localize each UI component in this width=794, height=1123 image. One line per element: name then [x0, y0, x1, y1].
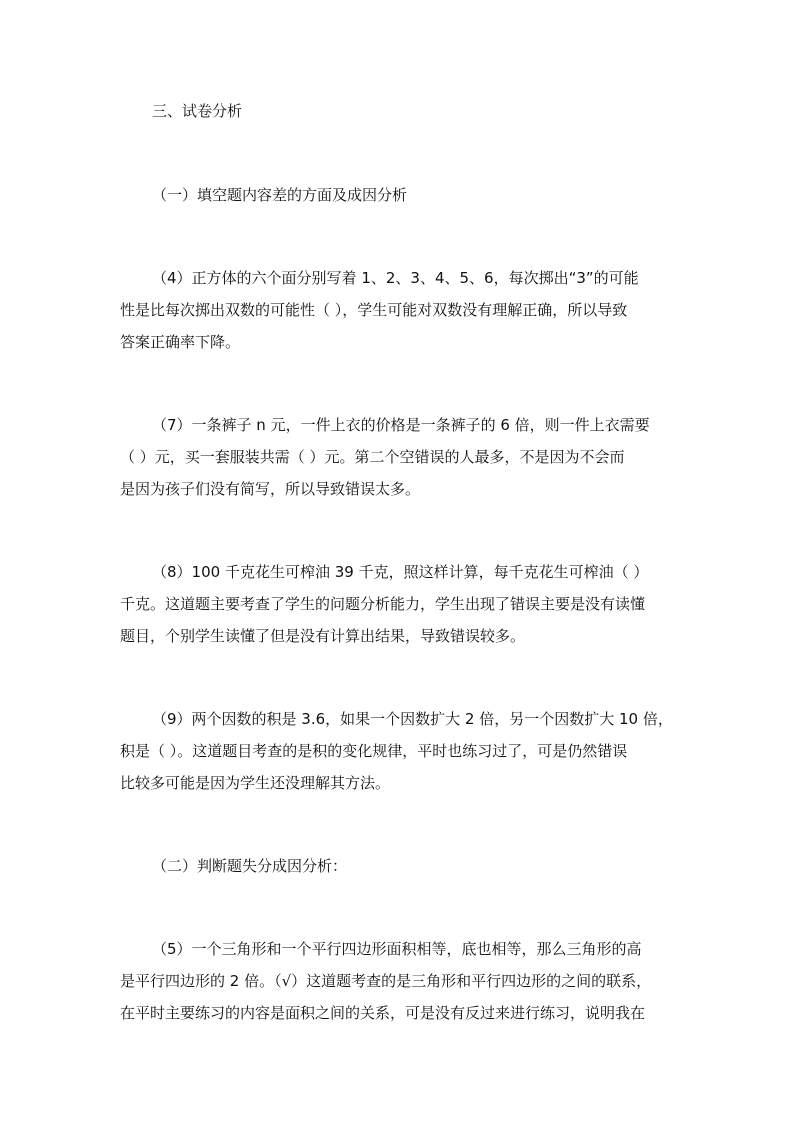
question-4-line-2: 性是比每次掷出双数的可能性（ ），学生可能对双数没有理解正确，所以导致 [120, 301, 628, 319]
question-5-line-3: 在平时主要练习的内容是面积之间的关系，可是没有反过来进行练习，说明我在 [120, 1004, 646, 1022]
question-5-line-1: （5）一个三角形和一个平行四边形面积相等，底也相等，那么三角形的高 [152, 940, 642, 958]
question-9-line-2: 积是（ ）。这道题目考查的是积的变化规律，平时也练习过了，可是仍然错误 [120, 742, 628, 760]
section-heading: 三、试卷分析 [152, 102, 243, 120]
question-9-line-1: （9）两个因数的积是 3.6，如果一个因数扩大 2 倍，另一个因数扩大 10 倍， [152, 710, 673, 728]
question-9-line-3: 比较多可能是因为学生还没理解其方法。 [120, 774, 391, 792]
subsection-true-false-heading: （二）判断题失分成因分析： [152, 857, 348, 875]
question-5-line-2: 是平行四边形的 2 倍。（√）这道题考查的是三角形和平行四边形的之间的联系， [120, 972, 652, 990]
question-8-line-1: （8）100 千克花生可榨油 39 千克，照这样计算，每千克花生可榨油（ ） [152, 563, 649, 581]
question-7-line-3: 是因为孩子们没有简写，所以导致错误太多。 [120, 480, 421, 498]
question-7-line-2: （ ）元，买一套服装共需（ ）元。第二个空错误的人最多，不是因为不会而 [120, 448, 625, 466]
question-8-line-3: 题目，个别学生读懂了但是没有计算出结果，导致错误较多。 [120, 627, 526, 645]
question-8-line-2: 千克。这道题主要考查了学生的问题分析能力，学生出现了错误主要是没有读懂 [120, 595, 646, 613]
question-7-line-1: （7）一条裤子 n 元，一件上衣的价格是一条裤子的 6 倍，则一件上衣需要 [152, 416, 650, 434]
question-4-line-3: 答案正确率下降。 [120, 333, 241, 351]
question-4-line-1: （4）正方体的六个面分别写着 1、2、3、4、5、6，每次掷出“3”的可能 [152, 269, 639, 287]
subsection-fill-blank-heading: （一）填空题内容差的方面及成因分析 [152, 186, 408, 204]
